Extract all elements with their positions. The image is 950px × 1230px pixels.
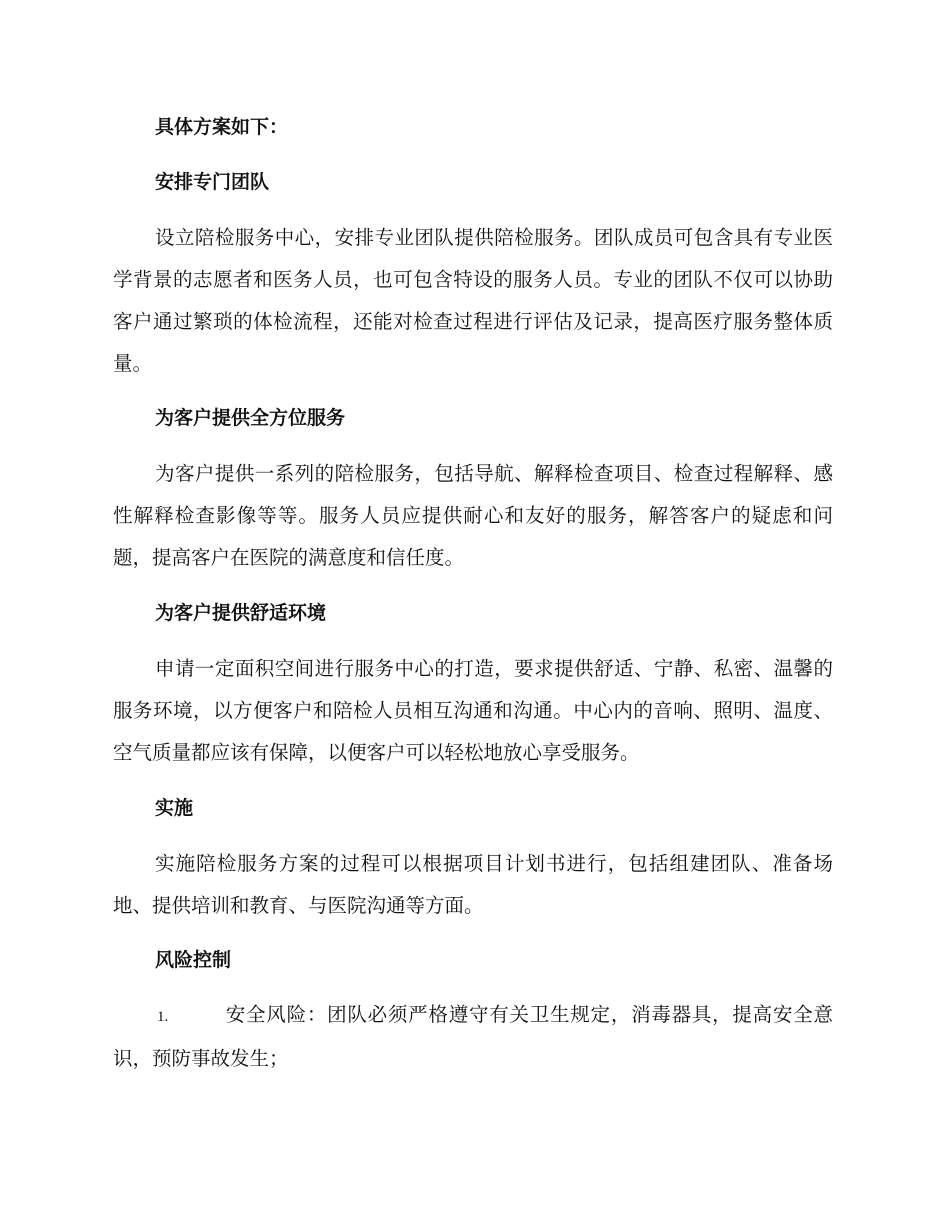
section-heading-implementation: 实施 — [155, 797, 194, 819]
section-body-service: 为客户提供一系列的陪检服务，包括导航、解释检查项目、检查过程解释、感性解释检查影像等等。服务人员应提供耐心和友好的服务，解答客户的疑虑和问题，提高客户在医院的满意度和信任度。 — [113, 462, 833, 569]
section-heading-risk: 风险控制 — [155, 949, 232, 971]
section-body-environment: 申请一定面积空间进行服务中心的打造，要求提供舒适、宁静、私密、温馨的服务环境，以方便客户和陪检人员相互沟通和沟通。中心内的音响、照明、温度、空气质量都应该有保障，以便客户可以轻松地放心享受服务。 — [113, 657, 833, 764]
section-heading-environment: 为客户提供舒适环境 — [155, 602, 327, 624]
section-heading-team: 安排专门团队 — [155, 171, 270, 193]
intro-heading: 具体方案如下： — [155, 116, 289, 138]
list-item-number: 1. — [157, 1009, 169, 1025]
section-body-implementation: 实施陪检服务方案的过程可以根据项目计划书进行，包括组建团队、准备场地、提供培训和教育、与医院沟通等方面。 — [113, 852, 833, 917]
section-heading-service: 为客户提供全方位服务 — [155, 407, 346, 429]
list-item — [113, 994, 833, 1080]
section-body-team: 设立陪检服务中心，安排专业团队提供陪检服务。团队成员可包含具有专业医学背景的志愿者和医务人员，也可包含特设的服务人员。专业的团队不仅可以协助客户通过繁琐的体检流程，还能对检查过程进行评估及记录，提高医疗服务整体质量。 — [113, 226, 833, 375]
list-item-text: 安全风险：团队必须严格遵守有关卫生规定，消毒器具，提高安全意识，预防事故发生； — [113, 1003, 833, 1070]
